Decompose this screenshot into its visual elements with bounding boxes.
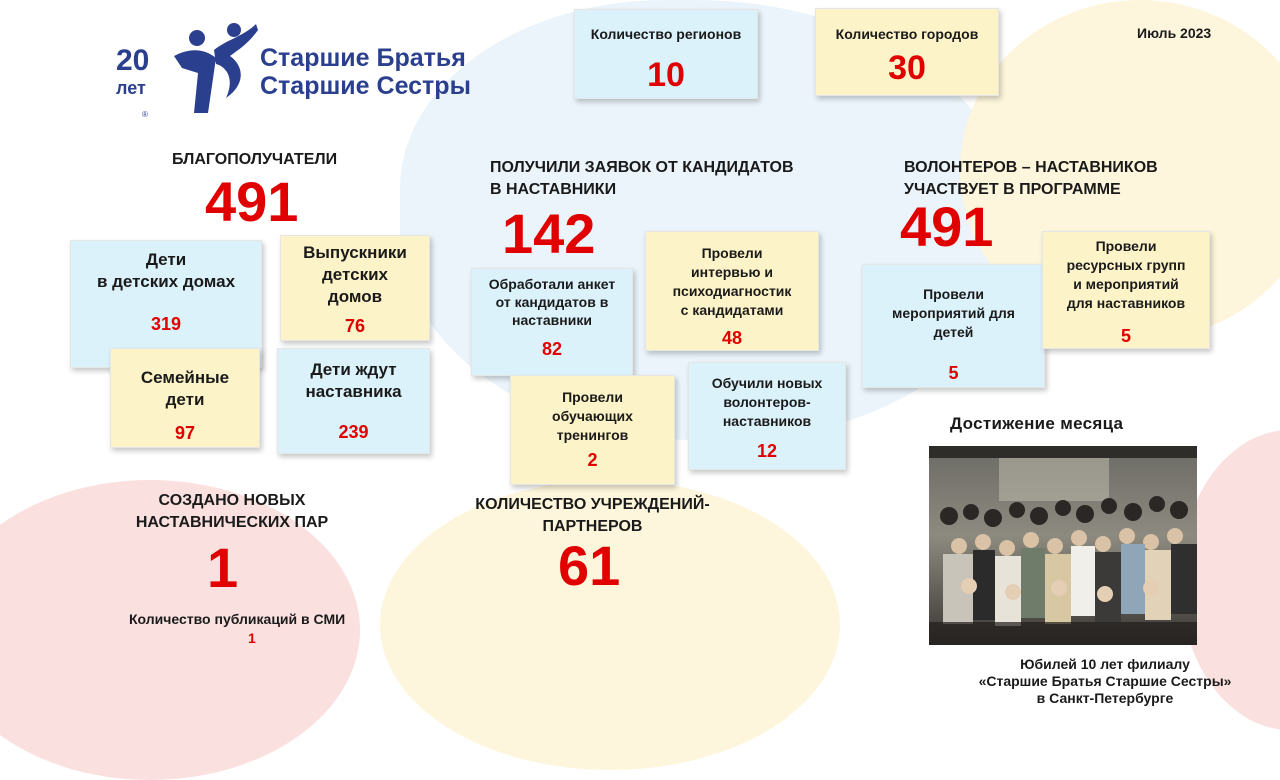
applications-value: 142 [502,202,596,265]
report-date: Июль 2023 [1137,25,1212,41]
card-family-children-value: 97 [174,423,196,443]
card-interviews [645,231,819,351]
card-trainings-label: Провели обучающих тренингов [552,389,633,443]
card-trained-volunteers-value: 12 [756,441,778,461]
card-awaiting-mentor-label: Дети ждут наставника [305,360,402,401]
logo-years: 20 [116,44,150,77]
volunteers-title: ВОЛОНТЕРОВ – НАСТАВНИКОВ УЧАСТВУЕТ В ПРОГРАММЕ [904,159,1158,198]
card-resource-groups [1042,231,1210,349]
card-interviews-value: 48 [721,328,743,348]
beneficiaries-title: БЛАГОПОЛУЧАТЕЛИ [172,151,338,168]
card-resource-groups-label: Провели ресурсных групп и мероприятий для наставников [1066,238,1186,311]
card-resource-groups-value: 5 [1120,326,1131,346]
media-value: 1 [248,630,256,646]
regions-label: Количество регионов [590,26,742,42]
card-graduates-value: 76 [344,316,366,336]
card-graduates [280,235,430,341]
card-children-events [862,264,1045,388]
cities-label: Количество городов [835,26,979,42]
applications-title: ПОЛУЧИЛИ ЗАЯВОК ОТ КАНДИДАТОВ В НАСТАВНИКИ [490,159,794,198]
card-family-children [110,348,260,448]
cities-card [815,8,999,96]
achievement-caption: Юбилей 10 лет филиалу «Старшие Братья Старшие Сестры» в Санкт-Петербурге [978,656,1232,706]
group-photo-image [929,446,1197,645]
media-label: Количество публикаций в СМИ [129,611,346,627]
card-awaiting-mentor [277,348,430,454]
partners-title: КОЛИЧЕСТВО УЧРЕЖДЕНИЙ- ПАРТНЕРОВ [475,496,710,535]
card-trained-volunteers-label: Обучили новых волонтеров- наставников [711,375,823,429]
beneficiaries-value: 491 [205,170,299,233]
cities-value: 30 [888,49,926,87]
logo [112,18,492,123]
pairs-value: 1 [207,536,239,599]
volunteers-value: 491 [900,195,994,258]
regions-value: 10 [647,56,685,94]
logo-registered-mark: ® [142,110,148,119]
card-processed-forms-label: Обработали анкет от кандидатов в наставники [488,276,616,328]
logo-line-1: Старшие Братья [260,44,466,72]
pairs-title: СОЗДАНО НОВЫХ НАСТАВНИЧЕСКИХ ПАР [135,492,329,531]
partners-value: 61 [558,534,621,597]
regions-card [574,9,758,99]
card-processed-forms [471,268,633,376]
card-awaiting-mentor-value: 239 [338,422,369,442]
achievement-photo [929,446,1197,645]
card-interviews-label: Провели интервью и психодиагностик с кандидатами [672,245,792,318]
logo-figures-icon [164,18,259,118]
card-trainings-value: 2 [587,450,598,470]
achievement-title: Достижение месяца [950,414,1124,433]
card-processed-forms-value: 82 [541,339,563,359]
logo-line-2: Старшие Сестры [260,72,471,100]
card-trainings [510,375,675,485]
card-graduates-label: Выпускники детских домов [303,243,407,306]
card-children-events-value: 5 [948,363,959,383]
card-family-children-label: Семейные дети [140,368,230,409]
logo-years-unit: лет [116,78,146,98]
card-children-events-label: Провели мероприятий для детей [892,286,1015,340]
card-orphanage-children-label: Дети в детских домах [96,250,236,291]
card-trained-volunteers [688,362,846,470]
card-orphanage-children-value: 319 [150,314,182,334]
